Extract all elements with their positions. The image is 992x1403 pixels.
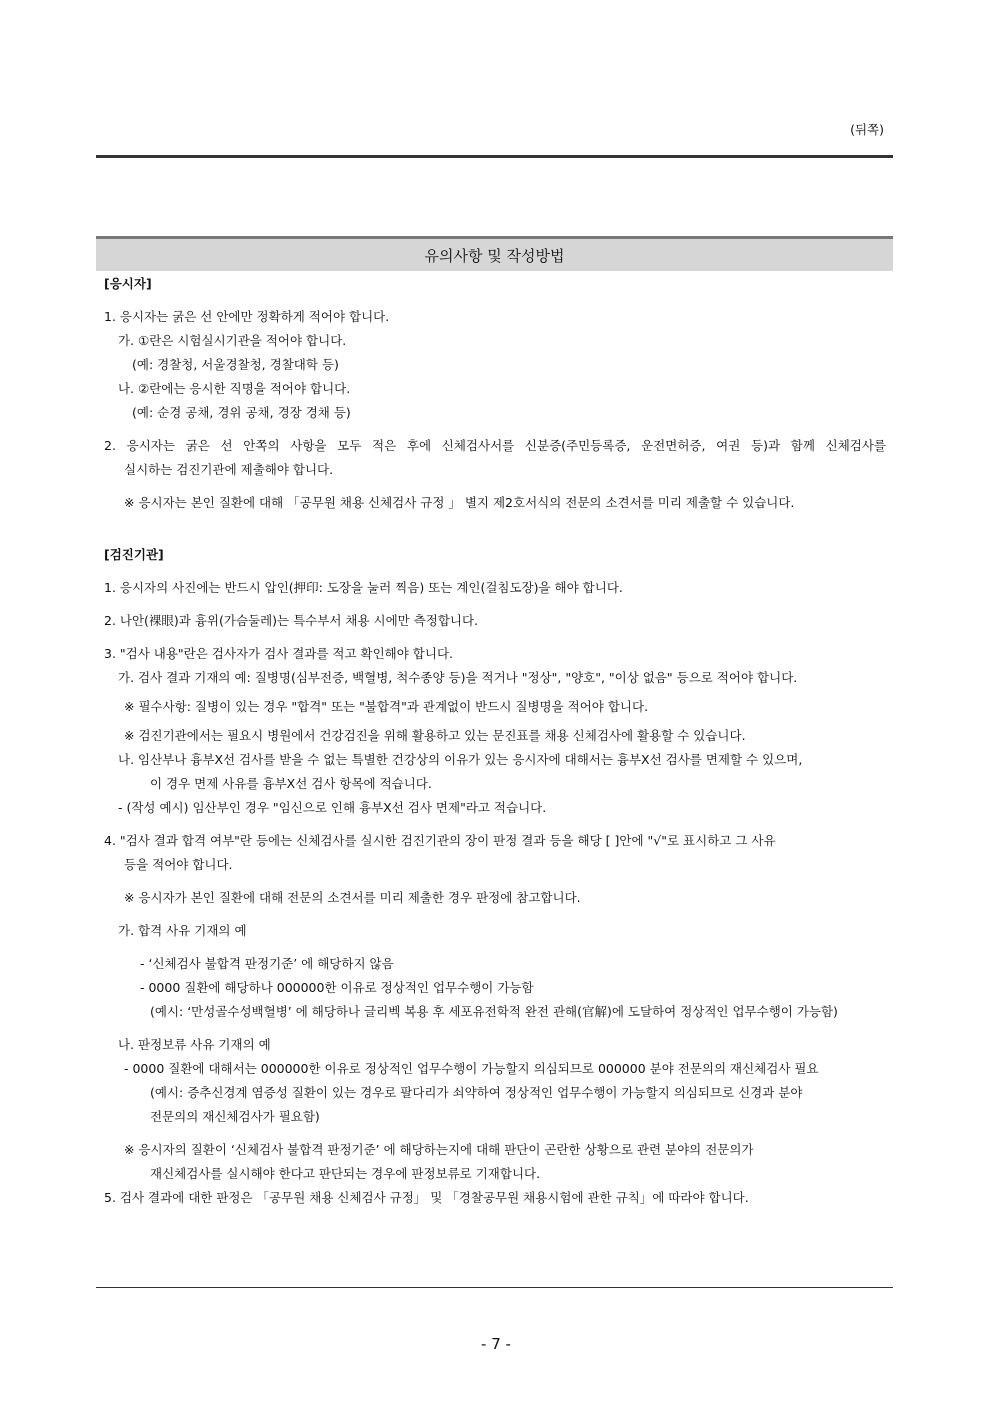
note-line: 재신체검사를 실시해야 한다고 판단되는 경우에 판정보류로 기재합니다. xyxy=(150,1166,541,1181)
instruction-line: 1. 응시자의 사진에는 반드시 압인(押印: 도장을 눌러 찍음) 또는 계인(걸침도장)을 해야 합니다. xyxy=(104,580,623,595)
instruction-line: - (작성 예시) 임산부인 경우 "임신으로 인해 흉부X선 검사 면제"라고 적습니다. xyxy=(118,800,547,815)
instruction-line: 나. 판정보류 사유 기재의 예 xyxy=(118,1037,271,1052)
instruction-line: (예시: 증추신경계 염증성 질환이 있는 경우로 팔다리가 쇠약하여 정상적인 업무수행이 가능할지 의심되므로 신경과 분야 xyxy=(150,1085,803,1100)
back-side-label: (뒤쪽) xyxy=(850,122,884,137)
instruction-line: 1. 응시자는 굵은 선 안에만 정확하게 적어야 합니다. xyxy=(104,309,390,324)
instruction-line: 2. 나안(裸眼)과 흉위(가슴둘레)는 특수부서 채용 시에만 측정합니다. xyxy=(104,613,479,628)
instruction-line: (예: 순경 공채, 경위 공채, 경장 경채 등) xyxy=(132,405,351,420)
clinic-heading: [검진기관] xyxy=(104,547,164,562)
instruction-line: 4. "검사 결과 합격 여부"란 등에는 신체검사를 실시한 검진기관의 장이 판정 결과 등을 해당 [ ]안에 "√"로 표시하고 그 사유 xyxy=(104,833,776,848)
instruction-line: 3. "검사 내용"란은 검사자가 검사 결과를 적고 확인해야 합니다. xyxy=(104,646,453,661)
instruction-line: 가. 합격 사유 기재의 예 xyxy=(118,923,247,938)
instruction-line: 나. 임산부나 흉부X선 검사를 받을 수 없는 특별한 건강상의 이유가 있는 응시자에 대해서는 흉부X선 검사를 면제할 수 있으며, xyxy=(118,752,803,767)
bottom-divider xyxy=(96,1287,893,1288)
instruction-line: (예시: ‘만성골수성백혈병’ 에 해당하나 글리벡 복용 후 세포유전학적 완전 관해(官解)에 도달하여 정상적인 업무수행이 가능함) xyxy=(150,1004,838,1019)
page-number: - 7 - xyxy=(481,1335,511,1353)
instruction-line: 2. 응시자는 굵은 선 안쪽의 사항을 모두 적은 후에 신체검사서를 신분증(주민등록증, 운전면허증, 여권 등)과 함께 신체검사를 xyxy=(104,438,886,453)
page-title: 유의사항 및 작성방법 xyxy=(424,246,565,265)
instruction-line: 5. 검사 결과에 대한 판정은 「공무원 채용 신체검사 규정」 및 「경찰공무원 채용시험에 관한 규칙」에 따라야 합니다. xyxy=(104,1190,749,1205)
note-line: ※ 응시자의 질환이 ‘신체검사 불합격 판정기준’ 에 해당하는지에 대해 판단이 곤란한 상황으로 관련 분야의 전문의가 xyxy=(124,1142,754,1157)
instruction-line: 이 경우 면제 사유를 흉부X선 검사 항목에 적습니다. xyxy=(150,776,432,791)
instruction-line: 전문의의 재신체검사가 필요함) xyxy=(150,1109,320,1124)
note-line: ※ 검진기관에서는 필요시 병원에서 건강검진을 위해 활용하고 있는 문진표를 채용 신체검사에 활용할 수 있습니다. xyxy=(124,728,746,743)
note-line: ※ 응시자는 본인 질환에 대해 「공무원 채용 신체검사 규정 」 별지 제2호서식의 전문의 소견서를 미리 제출할 수 있습니다. xyxy=(124,495,795,510)
instruction-line: 등을 적어야 합니다. xyxy=(124,857,233,872)
instruction-line: - ‘신체검사 불합격 판정기준’ 에 해당하지 않음 xyxy=(140,956,394,971)
section-title-bar xyxy=(96,236,893,271)
instructions-body xyxy=(104,272,886,1210)
instruction-line: 가. ①란은 시험실시기관을 적어야 합니다. xyxy=(118,333,347,348)
instruction-line: 나. ②란에는 응시한 직명을 적어야 합니다. xyxy=(118,381,351,396)
instruction-line: 실시하는 검진기관에 제출해야 합니다. xyxy=(124,462,334,477)
top-divider xyxy=(96,155,893,158)
note-line: ※ 응시자가 본인 질환에 대해 전문의 소견서를 미리 제출한 경우 판정에 참고합니다. xyxy=(124,890,581,905)
instruction-line: (예: 경찰청, 서울경찰청, 경찰대학 등) xyxy=(132,357,339,372)
note-line: ※ 필수사항: 질병이 있는 경우 "합격" 또는 "불합격"과 관계없이 반드시 질병명을 적어야 합니다. xyxy=(124,699,649,714)
instruction-line: - 0000 질환에 대해서는 000000한 이유로 정상적인 업무수행이 가능할지 의심되므로 000000 분야 전문의의 재신체검사 필요 xyxy=(124,1061,819,1076)
applicant-heading: [응시자] xyxy=(104,276,152,291)
instruction-line: 가. 검사 결과 기재의 예: 질병명(심부전증, 백혈병, 척수종양 등)을 적거나 "정상", "양호", "이상 없음" 등으로 적어야 합니다. xyxy=(118,670,798,685)
instruction-line: - 0000 질환에 해당하나 000000한 이유로 정상적인 업무수행이 가능함 xyxy=(140,980,534,995)
